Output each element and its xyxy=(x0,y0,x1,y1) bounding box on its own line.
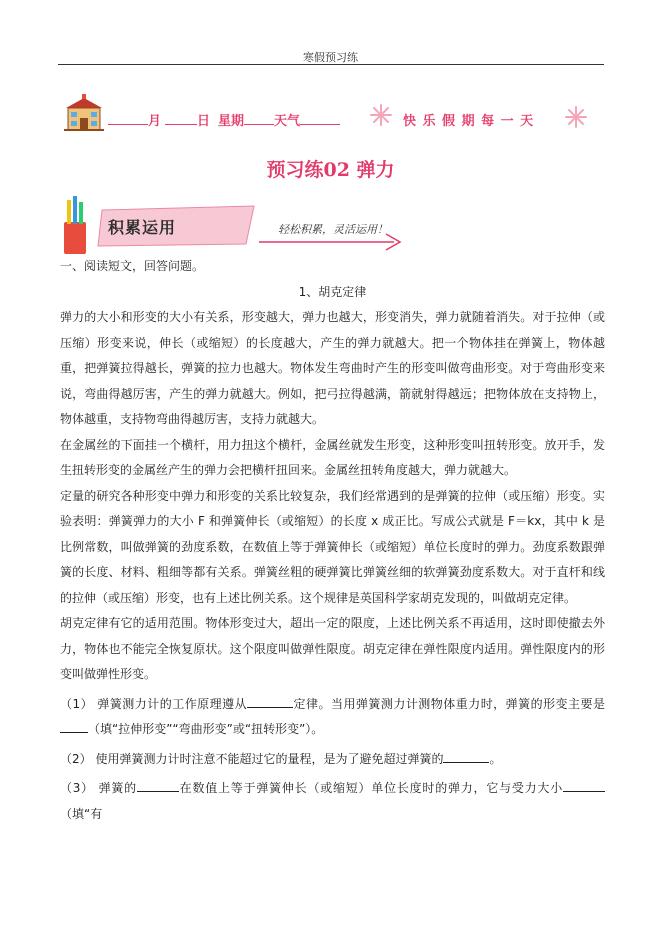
school-icon xyxy=(62,94,106,132)
date-banner xyxy=(60,94,605,144)
question-3 xyxy=(60,776,605,827)
question-number: （1） xyxy=(60,696,94,711)
month-blank[interactable] xyxy=(108,114,148,125)
question-text: 弹簧测力计的工作原理遵从 xyxy=(97,696,248,711)
snowflake-icon xyxy=(565,106,587,128)
answer-blank[interactable] xyxy=(60,720,88,733)
question-number: （3） xyxy=(60,781,94,795)
question-number: （2） xyxy=(60,751,92,766)
article-body xyxy=(60,254,605,827)
question-text: 在数值上等于弹簧伸长（或缩短）单位长度时的弹力，它与受力大小 xyxy=(178,781,563,795)
question-text: 使用弹簧测力计时注意不能超过它的量程，是为了避免超过弹簧的 xyxy=(95,751,444,766)
day-label: 日 xyxy=(197,114,211,129)
page-title: 预习练02 弹力 xyxy=(266,159,395,181)
paragraph: 弹力的大小和形变的大小有关系，形变越大，弹力也越大，形变消失，弹力就随着消失。对于拉伸（或压缩）形变来说，伸长（或缩短）的长度越大，产生的弹力就越大。把一个物体挂在弹簧上，物体越重，把弹簧拉得越长，弹簧的拉力也越大。物体发生弯曲时产生的形变叫做弯曲形变。对于弯曲形变来说，弯曲得越厉害，产生的弹力就越大。例如，把弓拉得越满，箭就射得越远；把物体放在支持物上，物体越重，支持物弯曲得越厉害，支持力就越大。 xyxy=(60,310,605,426)
snowflake-icon xyxy=(370,104,392,126)
answer-blank[interactable] xyxy=(563,779,605,792)
section-slogan: 轻松积累，灵活运用！ xyxy=(278,223,388,236)
pencil-cup-icon xyxy=(60,196,90,256)
answer-blank[interactable] xyxy=(247,695,293,708)
paragraph: 胡克定律有它的适用范围。物体形变过大，超出一定的限度，上述比例关系不再适用，这时即使撤去外力，物体也不能完全恢复原状。这个限度叫做弹性限度。胡克定律在弹性限度内适用。弹性限度内的形变叫做弹性形变。 xyxy=(60,616,605,681)
question-2 xyxy=(60,747,605,773)
article-title: 1、胡克定律 xyxy=(298,284,367,299)
question-text: 定律。当用弹簧测力计测物体重力时，弹簧的形变主要是 xyxy=(293,696,605,711)
answer-blank[interactable] xyxy=(137,779,179,792)
day-blank[interactable] xyxy=(165,114,197,125)
date-fields xyxy=(108,110,340,129)
weekday-label: 星期 xyxy=(218,114,245,129)
weather-blank[interactable] xyxy=(300,114,340,125)
header-divider xyxy=(58,64,604,65)
answer-blank[interactable] xyxy=(443,750,489,763)
paragraph: 在金属丝的下面挂一个横杆，用力扭这个横杆，金属丝就发生形变，这种形变叫扭转形变。放开手，发生扭转形变的金属丝产生的弹力会把横杆扭回来。金属丝扭转角度越大，弹力就越大。 xyxy=(60,437,605,477)
question-1 xyxy=(60,692,605,743)
question-text: （填“有 xyxy=(60,806,103,821)
intro-text: 一、阅读短文，回答问题。 xyxy=(60,259,205,273)
question-text: 。 xyxy=(489,751,502,766)
page-header: 寒假预习练 xyxy=(303,51,358,64)
paragraph: 定量的研究各种形变中弹力和形变的关系比较复杂，我们经常遇到的是弹簧的拉伸（或压缩）形变。实验表明：弹簧弹力的大小 F 和弹簧伸长（或缩短）的长度 x 成正比。写成公式就是 F＝kx，其中 k 是比例常数，叫做弹簧的劲度系数，在数值上等于弹簧伸长（或缩短）单位长度时的弹力。劲度系数跟弹簧的长度、材料、粗细等都有关系。弹簧丝粗的硬弹簧比弹簧丝细的软弹簧劲度系数大。对于直杆和线的拉伸（或压缩）形变，也有上述比例关系。这个规律是英国科学家胡克发现的，叫做胡克定律。 xyxy=(60,488,605,605)
question-text: 弹簧的 xyxy=(98,781,137,795)
holiday-slogan: 快 乐 假 期 每 一 天 xyxy=(403,114,535,129)
weather-label: 天气 xyxy=(274,114,301,129)
weekday-blank[interactable] xyxy=(244,114,274,125)
month-label: 月 xyxy=(148,114,162,129)
section-badge xyxy=(60,196,405,256)
section-label: 积累运用 xyxy=(108,218,177,237)
question-text: （填“拉伸形变”“弯曲形变”或“扭转形变”）。 xyxy=(88,722,324,736)
